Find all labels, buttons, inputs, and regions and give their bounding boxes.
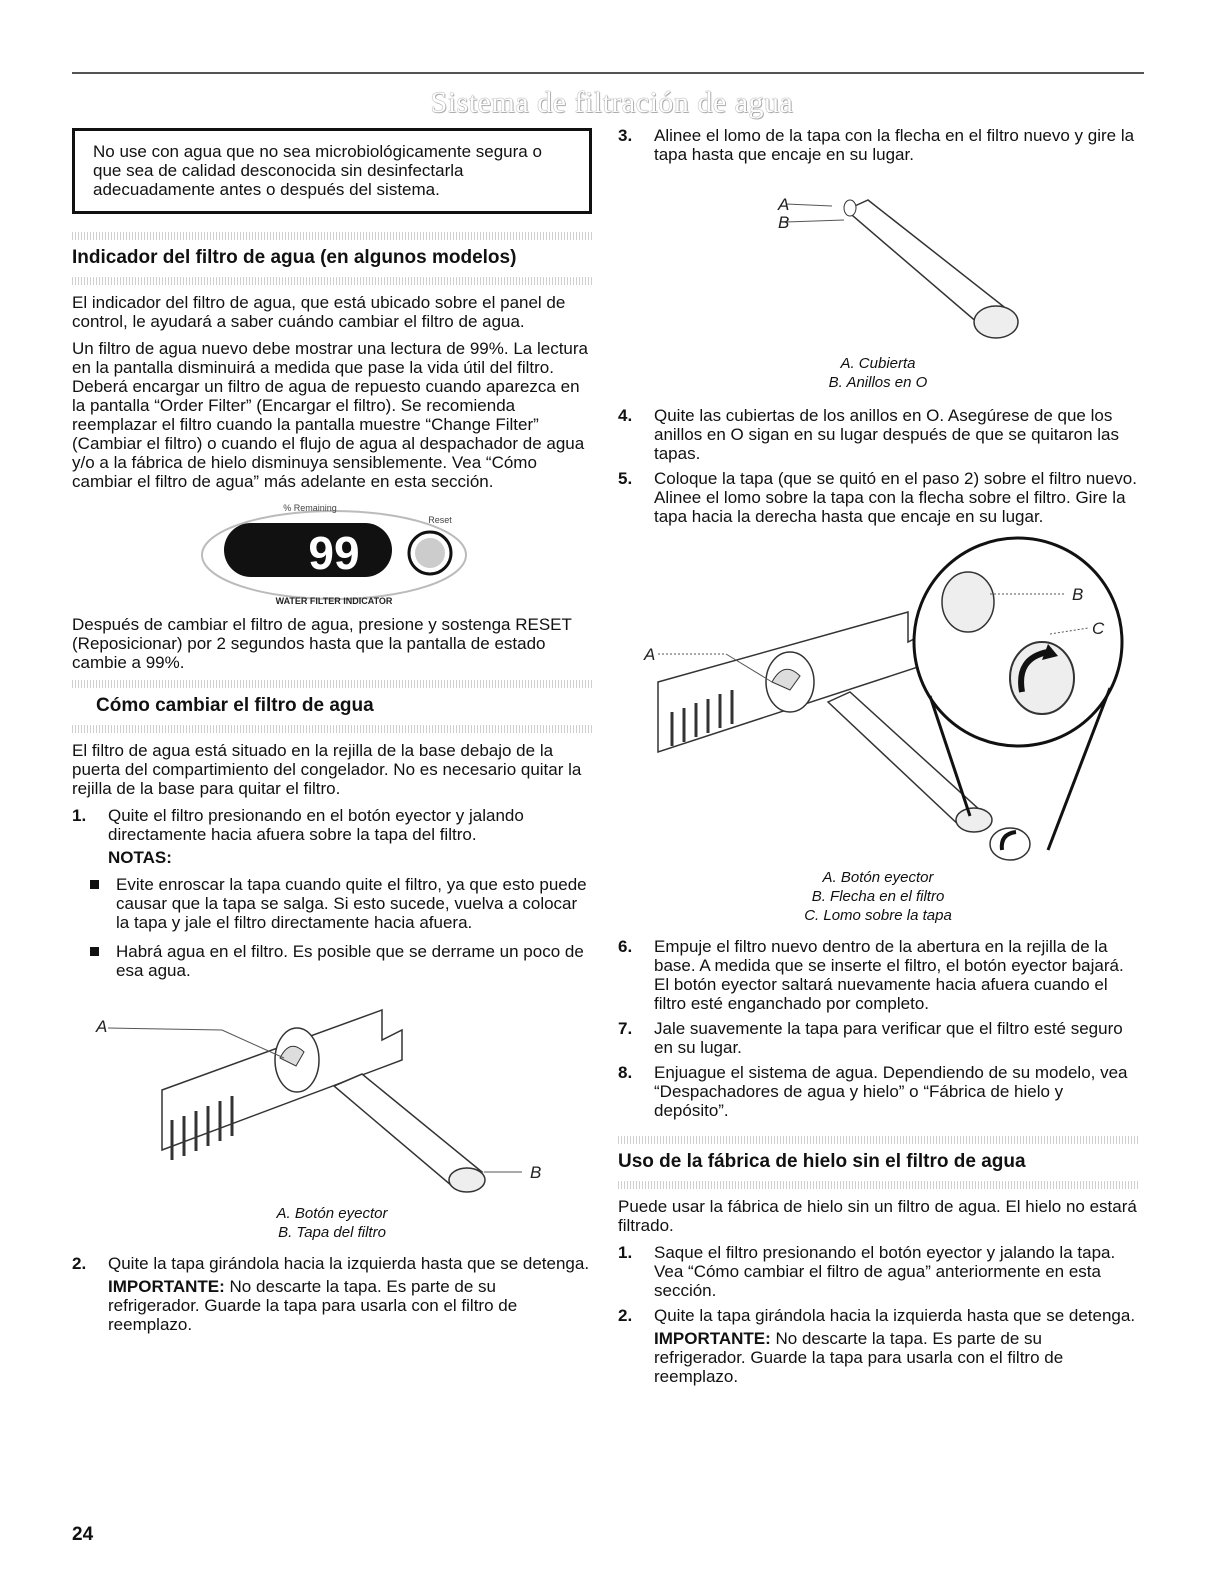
paragraph: Después de cambiar el filtro de agua, presione y sostenga RESET (Reposicionar) por 2 segundos hasta que la pantalla de estado cambie a 99%. — [72, 615, 572, 672]
fig-label-a: A — [644, 645, 656, 664]
step-number: 1. — [618, 1243, 633, 1262]
caption-line: A. Botón eyector — [822, 869, 934, 886]
fig-label-a: A — [96, 1017, 108, 1036]
step-number: 5. — [618, 469, 633, 488]
section-heading-change-filter: Cómo cambiar el filtro de agua — [96, 695, 374, 716]
step-text: Quite la tapa girándola hacia la izquierda hasta que se detenga. — [654, 1306, 1136, 1325]
step-number: 4. — [618, 406, 633, 425]
important-text: No descarte la tapa. Es parte de su refrigerador. Guarde la tapa para usarla con el filtro de reemplazo. — [108, 1277, 518, 1334]
note-text: Evite enroscar la tapa cuando quite el filtro, ya que esto puede causar que la tapa se salga. Si esto sucede, vuelva a colocar la tapa y jale el filtro directamente hacia afuera. — [116, 875, 587, 932]
fig-label-b: B — [778, 213, 790, 232]
step-1 — [618, 1243, 1138, 1300]
step-text: Enjuague el sistema de agua. Dependiendo de su modelo, vea “Despachadores de agua y hielo” o “Fábrica de hielo y depósito”. — [654, 1063, 1128, 1120]
filter-cap — [449, 1168, 485, 1192]
remaining-label: % Remaining — [283, 503, 337, 513]
section-divider — [618, 1136, 1138, 1144]
section-heading-indicator: Indicador del filtro de agua (en algunos modelos) — [72, 247, 517, 268]
step-number: 8. — [618, 1063, 633, 1082]
figure-caption — [72, 1204, 592, 1242]
section-divider — [72, 725, 592, 733]
step-text: Alinee el lomo de la tapa con la flecha en el filtro nuevo y gire la tapa hasta que encaje en su lugar. — [654, 126, 1135, 164]
display-value: 99 — [308, 527, 360, 579]
reset-label: Reset — [428, 515, 452, 525]
caption-line: C. Lomo sobre la tapa — [804, 907, 952, 924]
step-2 — [618, 1306, 1138, 1386]
section-divider — [618, 1181, 1138, 1189]
important-text: No descarte la tapa. Es parte de su refrigerador. Guarde la tapa para usarla con el filtro de reemplazo. — [654, 1329, 1064, 1386]
step-3 — [618, 126, 1138, 164]
caption-line: A. Cubierta — [840, 355, 916, 372]
top-rule — [72, 72, 1144, 74]
filter-removal-figure — [72, 990, 592, 1200]
step-text: Coloque la tapa (que se quitó en el paso 2) sobre el filtro nuevo. Alinee el lomo sobre la tapa con la flecha sobre el filtro. Gire la tapa hacia la derecha hasta que encaje en su lugar. — [654, 469, 1137, 526]
step-6 — [618, 937, 1138, 1013]
step-text: Quite el filtro presionando en el botón eyector y jalando directamente hacia afuera sobre la tapa del filtro. — [108, 806, 524, 844]
reset-button-face — [415, 538, 445, 568]
right-column — [618, 126, 1138, 1392]
section-divider — [72, 680, 592, 688]
caption-line: B. Flecha en el filtro — [811, 888, 945, 905]
filter-install-figure — [618, 532, 1138, 862]
step-number: 7. — [618, 1019, 633, 1038]
step-5 — [618, 469, 1138, 526]
fig-label-b: B — [530, 1163, 542, 1182]
o-ring-cover — [844, 200, 856, 216]
step-number: 1. — [72, 806, 87, 825]
important-note — [108, 1277, 592, 1334]
step-text: Empuje el filtro nuevo dentro de la abertura en la rejilla de la base. A medida que se inserte el filtro, el botón eyector bajará. El botón eyector saltará nuevamente hacia afuera cuando el filtro esté enganchado por completo. — [654, 937, 1124, 1013]
paragraph: El indicador del filtro de agua, que está ubicado sobre el panel de control, le ayudará a saber cuándo cambiar el filtro de agua. — [72, 293, 566, 331]
step-number: 3. — [618, 126, 633, 145]
new-filter-end — [974, 306, 1018, 338]
caption-line: A. Botón eyector — [276, 1205, 388, 1222]
step-1 — [72, 806, 592, 867]
step-8 — [618, 1063, 1138, 1120]
water-filter-indicator-figure — [72, 499, 592, 609]
page-number: 24 — [72, 1524, 94, 1545]
important-label: IMPORTANTE: — [654, 1329, 771, 1348]
paragraph: Un filtro de agua nuevo debe mostrar una lectura de 99%. La lectura en la pantalla disminuirá a medida que pase la vida útil del filtro. Deberá encargar un filtro de agua de repuesto cuando aparezca en la pantalla “Order Filter” (Encargar el filtro). Se recomienda reemplazar el filtro cuando la pantalla muestre “Change Filter” (Cambiar el filtro) o cuando el flujo de agua al despachador de agua y/o a la fábrica de hielo disminuya sensiblemente. Vea “Cómo cambiar el filtro de agua” más adelante en esta sección. — [72, 339, 588, 491]
section-heading-icemaker: Uso de la fábrica de hielo sin el filtro de agua — [618, 1151, 1026, 1172]
step-text: Jale suavemente la tapa para verificar que el filtro esté seguro en su lugar. — [654, 1019, 1123, 1057]
figure-caption — [618, 868, 1138, 925]
important-note — [654, 1329, 1138, 1386]
note-item — [94, 942, 592, 980]
new-filter-figure — [618, 170, 1138, 350]
step-text: Saque el filtro presionando el botón eyector y jalando la tapa. Vea “Cómo cambiar el filtro de agua” anteriormente en esta sección. — [654, 1243, 1116, 1300]
fig-label-a: A — [778, 195, 790, 214]
important-label: IMPORTANTE: — [108, 1277, 225, 1296]
note-item — [94, 875, 592, 932]
step-4 — [618, 406, 1138, 463]
note-text: Habrá agua en el filtro. Es posible que se derrame un poco de esa agua. — [116, 942, 584, 980]
page-title: Sistema de filtración de agua — [430, 86, 794, 119]
step-number: 6. — [618, 937, 633, 956]
panel-label: WATER FILTER INDICATOR — [275, 596, 393, 606]
detail-circle — [914, 538, 1122, 746]
section-divider — [72, 277, 592, 285]
fig-label-b: B — [1072, 585, 1084, 604]
caption-line: B. Anillos en O — [828, 374, 928, 391]
fig-label-c: C — [1092, 619, 1105, 638]
step-number: 2. — [618, 1306, 633, 1325]
step-text: Quite la tapa girándola hacia la izquierda hasta que se detenga. — [108, 1254, 590, 1273]
warning-box — [72, 128, 592, 214]
caption-line: B. Tapa del filtro — [278, 1224, 386, 1241]
section-divider — [72, 232, 592, 240]
step-number: 2. — [72, 1254, 87, 1273]
left-column — [72, 128, 592, 1340]
step-7 — [618, 1019, 1138, 1057]
warning-text: No use con agua que no sea microbiológicamente segura o que sea de calidad desconocida sin desinfectarla adecuadamente antes o después del sistema. — [93, 142, 542, 199]
step-text: Quite las cubiertas de los anillos en O. Asegúrese de que los anillos en O sigan en su lugar después de que se quitaron las tapas. — [654, 406, 1119, 463]
paragraph: Puede usar la fábrica de hielo sin un filtro de agua. El hielo no estará filtrado. — [618, 1197, 1137, 1235]
notes-title: NOTAS: — [108, 848, 172, 867]
step-2 — [72, 1254, 592, 1334]
paragraph: El filtro de agua está situado en la rejilla de la base debajo de la puerta del compartimiento del congelador. No es necesario quitar la rejilla de la base para quitar el filtro. — [72, 741, 582, 798]
figure-caption — [618, 354, 1138, 392]
